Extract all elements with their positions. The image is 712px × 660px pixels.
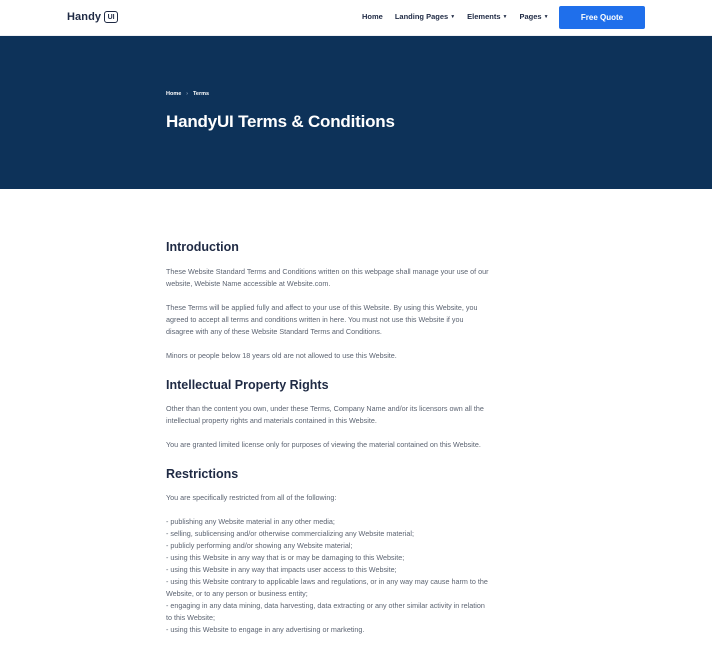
list-item-line: to this Website; [166, 613, 216, 622]
list-item-line: - selling, sublicensing and/or otherwise commercializing any Website material; [166, 529, 414, 538]
terms-content [166, 240, 546, 636]
nav-item-home[interactable] [362, 12, 383, 21]
list-item-line: - using this Website in any way that is or may be damaging to this Website; [166, 553, 405, 562]
caret-down-icon: ▼ [543, 13, 549, 20]
paragraph-line: disagree with any of these Website Standard Terms and Conditions. [166, 327, 382, 336]
paragraph [166, 266, 546, 290]
list-item-line: - publicly performing and/or showing any Website material; [166, 541, 353, 550]
caret-down-icon: ▼ [450, 13, 456, 20]
list-item-line: - using this Website contrary to applicable laws and regulations, or in any way may cause harm to the [166, 577, 488, 586]
list-item-line: - using this Website in any way that impacts user access to this Website; [166, 565, 397, 574]
paragraph-line: Minors or people below 18 years old are not allowed to use this Website. [166, 351, 397, 360]
logo[interactable] [67, 11, 118, 23]
nav-item-label: Pages [519, 12, 542, 21]
list-item-line: Website, or to any person or business entity; [166, 589, 308, 598]
paragraph [166, 302, 546, 338]
nav-item-label: Elements [467, 12, 501, 21]
logo-text: Handy [67, 11, 102, 23]
breadcrumb-current: Terms [192, 91, 210, 97]
paragraph-line: Other than the content you own, under these Terms, Company Name and/or its licensors own all the [166, 404, 484, 413]
nav-item-label: Landing Pages [394, 12, 449, 21]
caret-down-icon: ▼ [502, 13, 508, 20]
list-item [166, 516, 546, 528]
breadcrumb-home[interactable]: Home [166, 91, 182, 97]
paragraph [166, 439, 546, 451]
list-item-line: - engaging in any data mining, data harvesting, data extracting or any other similar activity in relation [166, 601, 485, 610]
breadcrumb-separator-icon: › [186, 91, 188, 97]
section-heading-restrictions: Restrictions [166, 467, 239, 481]
section-heading-introduction: Introduction [166, 240, 239, 254]
list-item-line: - using this Website to engage in any advertising or marketing. [166, 625, 365, 634]
restrictions-list [166, 516, 546, 636]
page-title: HandyUI Terms & Conditions [166, 112, 395, 131]
paragraph-line: website, Webiste Name accessible at Website.com. [166, 279, 331, 288]
main-nav [362, 12, 561, 21]
list-item-line: - publishing any Website material in any other media; [166, 517, 335, 526]
list-item [166, 528, 546, 540]
section-heading-intellectual-property: Intellectual Property Rights [166, 378, 329, 392]
nav-item-landing-pages[interactable] [395, 12, 455, 21]
list-item [166, 576, 546, 600]
paragraph: You are specifically restricted from all of the following: [166, 493, 337, 502]
hero-banner [0, 36, 712, 189]
top-navigation-bar [0, 0, 712, 36]
logo-badge: UI [104, 11, 118, 23]
list-item [166, 564, 546, 576]
free-quote-button[interactable]: Free Quote [559, 6, 645, 29]
paragraph-line: These Terms will be applied fully and affect to your use of this Website. By using this Website, you [166, 303, 478, 312]
paragraph-line: You are granted limited license only for purposes of viewing the material contained on this Website. [166, 440, 481, 449]
paragraph-line: agreed to accept all terms and conditions written in here. You must not use this Website if you [166, 315, 464, 324]
paragraph-line: intellectual property rights and materials contained in this Website. [166, 416, 377, 425]
list-item [166, 624, 546, 636]
list-item [166, 540, 546, 552]
paragraph [166, 350, 546, 362]
paragraph [166, 403, 546, 427]
list-item [166, 552, 546, 564]
paragraph-line: These Website Standard Terms and Conditions written on this webpage shall manage your use of our [166, 267, 489, 276]
nav-item-elements[interactable] [467, 12, 507, 21]
nav-item-label: Home [362, 12, 383, 21]
list-item [166, 600, 546, 624]
nav-item-pages[interactable] [519, 12, 548, 21]
breadcrumb [166, 91, 209, 97]
